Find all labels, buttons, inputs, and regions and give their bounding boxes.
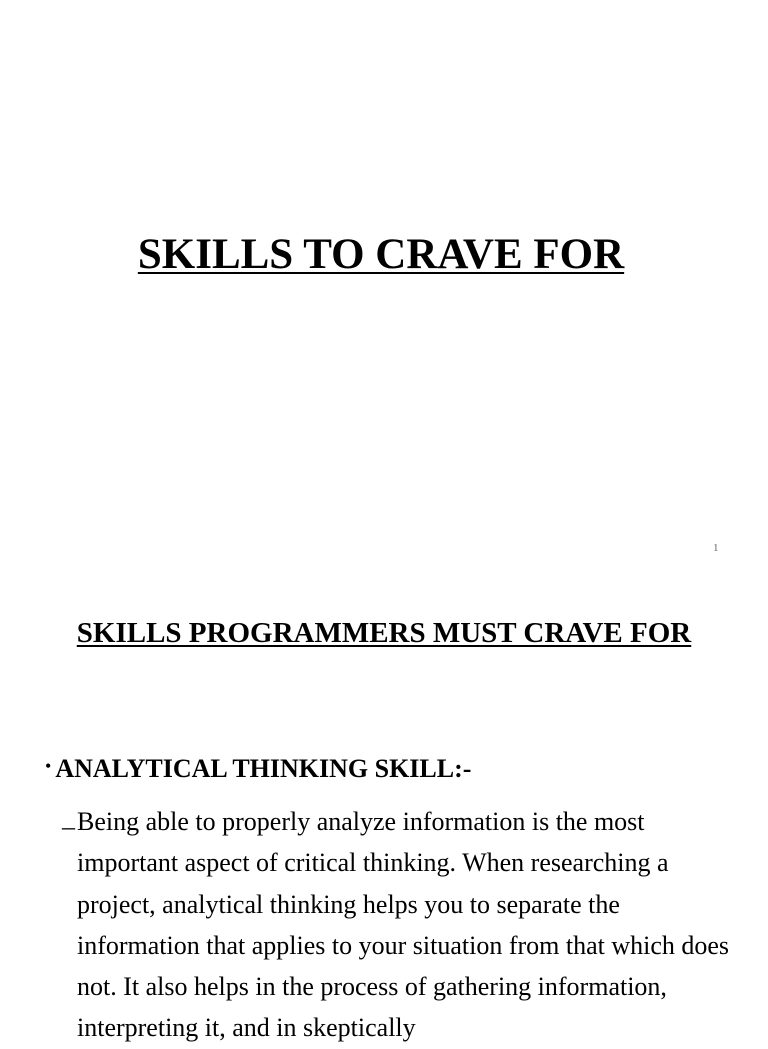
bullet-heading: ANALYTICAL THINKING SKILL:- (55, 754, 472, 783)
slide-2 (0, 576, 768, 1043)
dash-icon: – (62, 812, 75, 841)
slide-1-title: SKILLS TO CRAVE FOR (137, 231, 625, 278)
page-number: 1 (713, 542, 719, 554)
bullet-icon: • (45, 756, 52, 776)
bullet-item (45, 750, 471, 785)
slide-2-title: SKILLS PROGRAMMERS MUST CRAVE FOR (76, 617, 692, 649)
body-paragraph: Being able to properly analyze information is the most important aspect of critical thinking. When researching a project, analytical thinking helps you to separate the information that applies to your situation from that which does not. It also helps in the process of gathering information, interpreting it, and in skeptically (77, 807, 730, 1043)
